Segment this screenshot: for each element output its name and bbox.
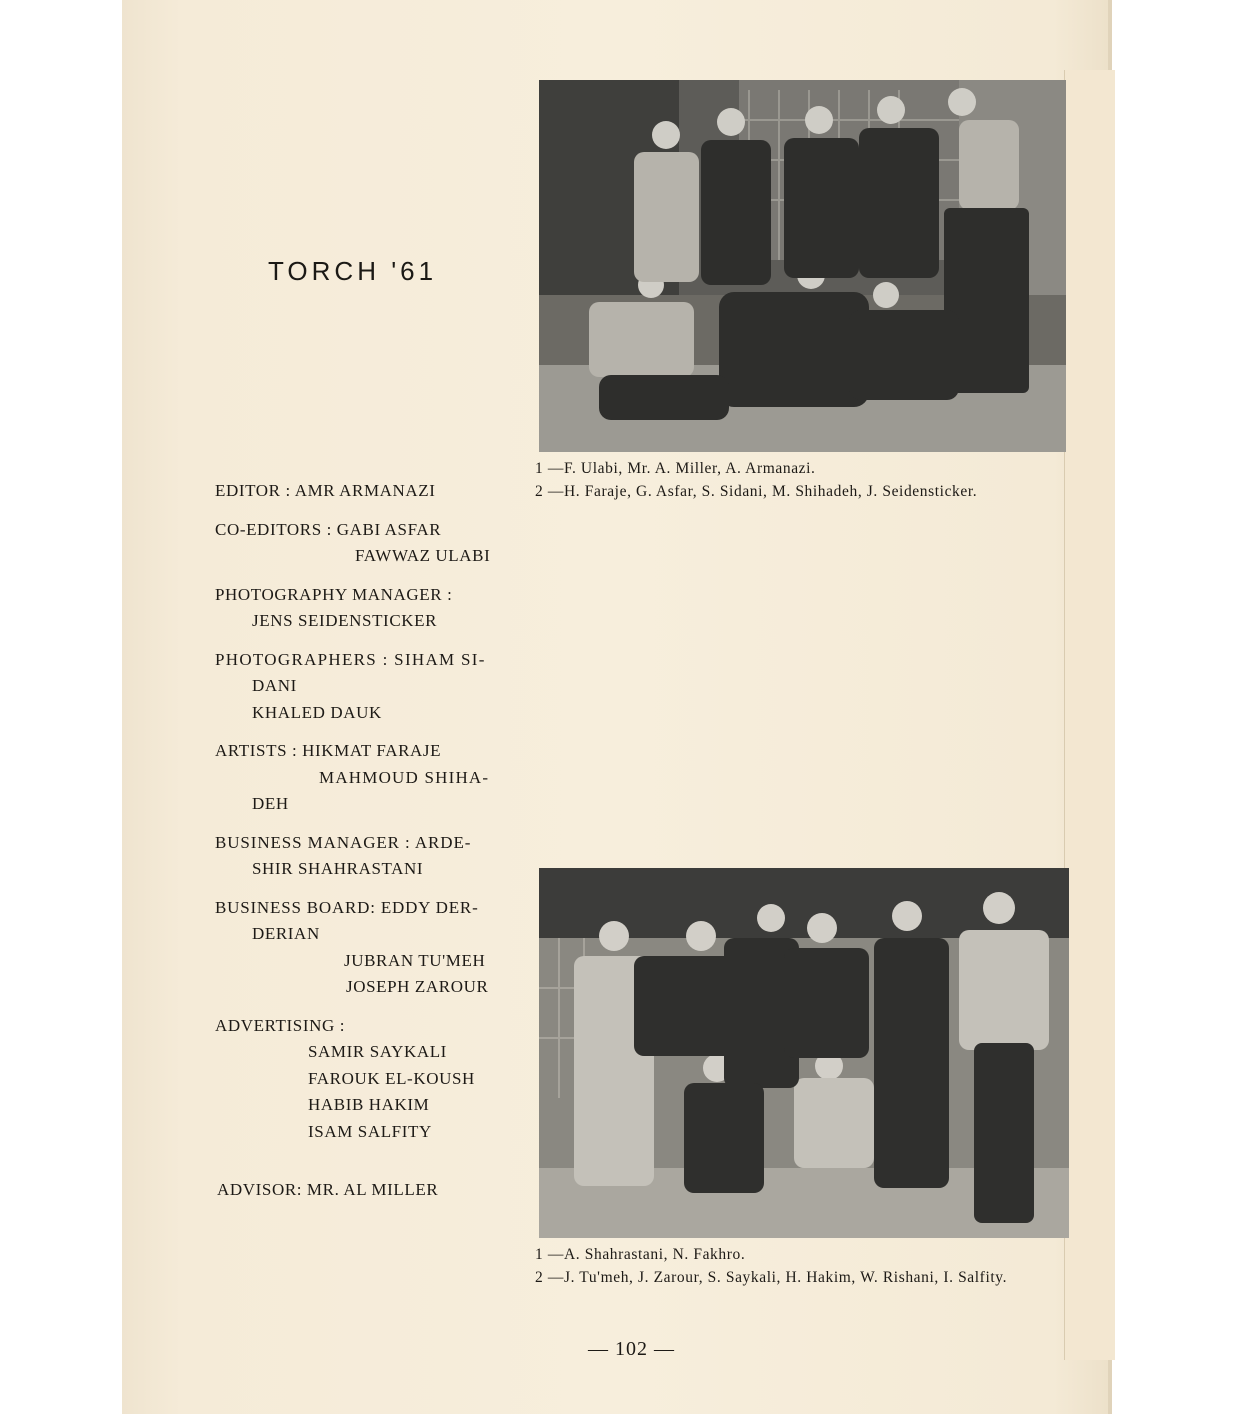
photographer-line: KHALED DAUK <box>252 702 382 722</box>
caption-number: 1 — <box>535 1246 564 1263</box>
caption-number: 2 — <box>535 483 564 500</box>
caption-top <box>535 457 1070 503</box>
business-manager-cont: SHIR SHAHRASTANI <box>252 859 424 878</box>
pasted-clipping-edge <box>1064 70 1115 1360</box>
advertising-line: SAMIR SAYKALI <box>308 1042 447 1061</box>
co-editors-line: CO-EDITORS : GABI ASFAR <box>215 519 442 539</box>
photographers-line: PHOTOGRAPHERS : SIHAM SI- <box>215 649 486 669</box>
artists-line: ARTISTS : HIKMAT FARAJE <box>215 741 442 760</box>
staff-group-photo-bottom <box>539 868 1069 1238</box>
advisor-line: ADVISOR: MR. AL MILLER <box>217 1180 439 1199</box>
caption-row <box>535 457 1070 480</box>
artist-cont: DEH <box>252 794 289 813</box>
advertising-label: ADVERTISING : <box>215 1015 346 1035</box>
board-line: JOSEPH ZAROUR <box>346 977 489 996</box>
caption-text: J. Tu'meh, J. Zarour, S. Saykali, H. Hakim, W. Rishani, I. Salfity. <box>564 1269 1008 1286</box>
caption-number: 2 — <box>535 1269 564 1286</box>
advertising-line: ISAM SALFITY <box>308 1121 432 1141</box>
photo-manager-label: PHOTOGRAPHY MANAGER : <box>215 584 453 604</box>
photo-manager-name: JENS SEIDENSTICKER <box>252 611 438 630</box>
page-number: — 102 — <box>588 1338 675 1360</box>
caption-row <box>535 480 1070 503</box>
business-board-line: BUSINESS BOARD: EDDY DER- <box>215 897 479 917</box>
board-line: JUBRAN TU'MEH <box>344 950 486 970</box>
caption-text: F. Ulabi, Mr. A. Miller, A. Armanazi. <box>564 460 816 477</box>
caption-text: H. Faraje, G. Asfar, S. Sidani, M. Shihadeh, J. Seidensticker. <box>564 483 978 500</box>
page-title: TORCH '61 <box>268 256 438 286</box>
business-manager-line: BUSINESS MANAGER : ARDE- <box>215 832 472 852</box>
caption-row <box>535 1266 1073 1289</box>
advertising-line: HABIB HAKIM <box>308 1095 430 1114</box>
caption-number: 1 — <box>535 460 564 477</box>
co-editor-line: FAWWAZ ULABI <box>355 546 491 565</box>
staff-list <box>215 478 520 1204</box>
caption-bottom <box>535 1243 1073 1289</box>
editor-line: EDITOR : AMR ARMANAZI <box>215 481 436 500</box>
business-board-cont: DERIAN <box>252 924 320 943</box>
caption-text: A. Shahrastani, N. Fakhro. <box>564 1246 746 1263</box>
artist-line: MAHMOUD SHIHA- <box>319 767 490 787</box>
staff-group-photo-top <box>539 80 1066 452</box>
photographers-cont: DANI <box>252 676 297 695</box>
caption-row <box>535 1243 1073 1266</box>
advertising-line: FAROUK EL-KOUSH <box>308 1068 475 1088</box>
